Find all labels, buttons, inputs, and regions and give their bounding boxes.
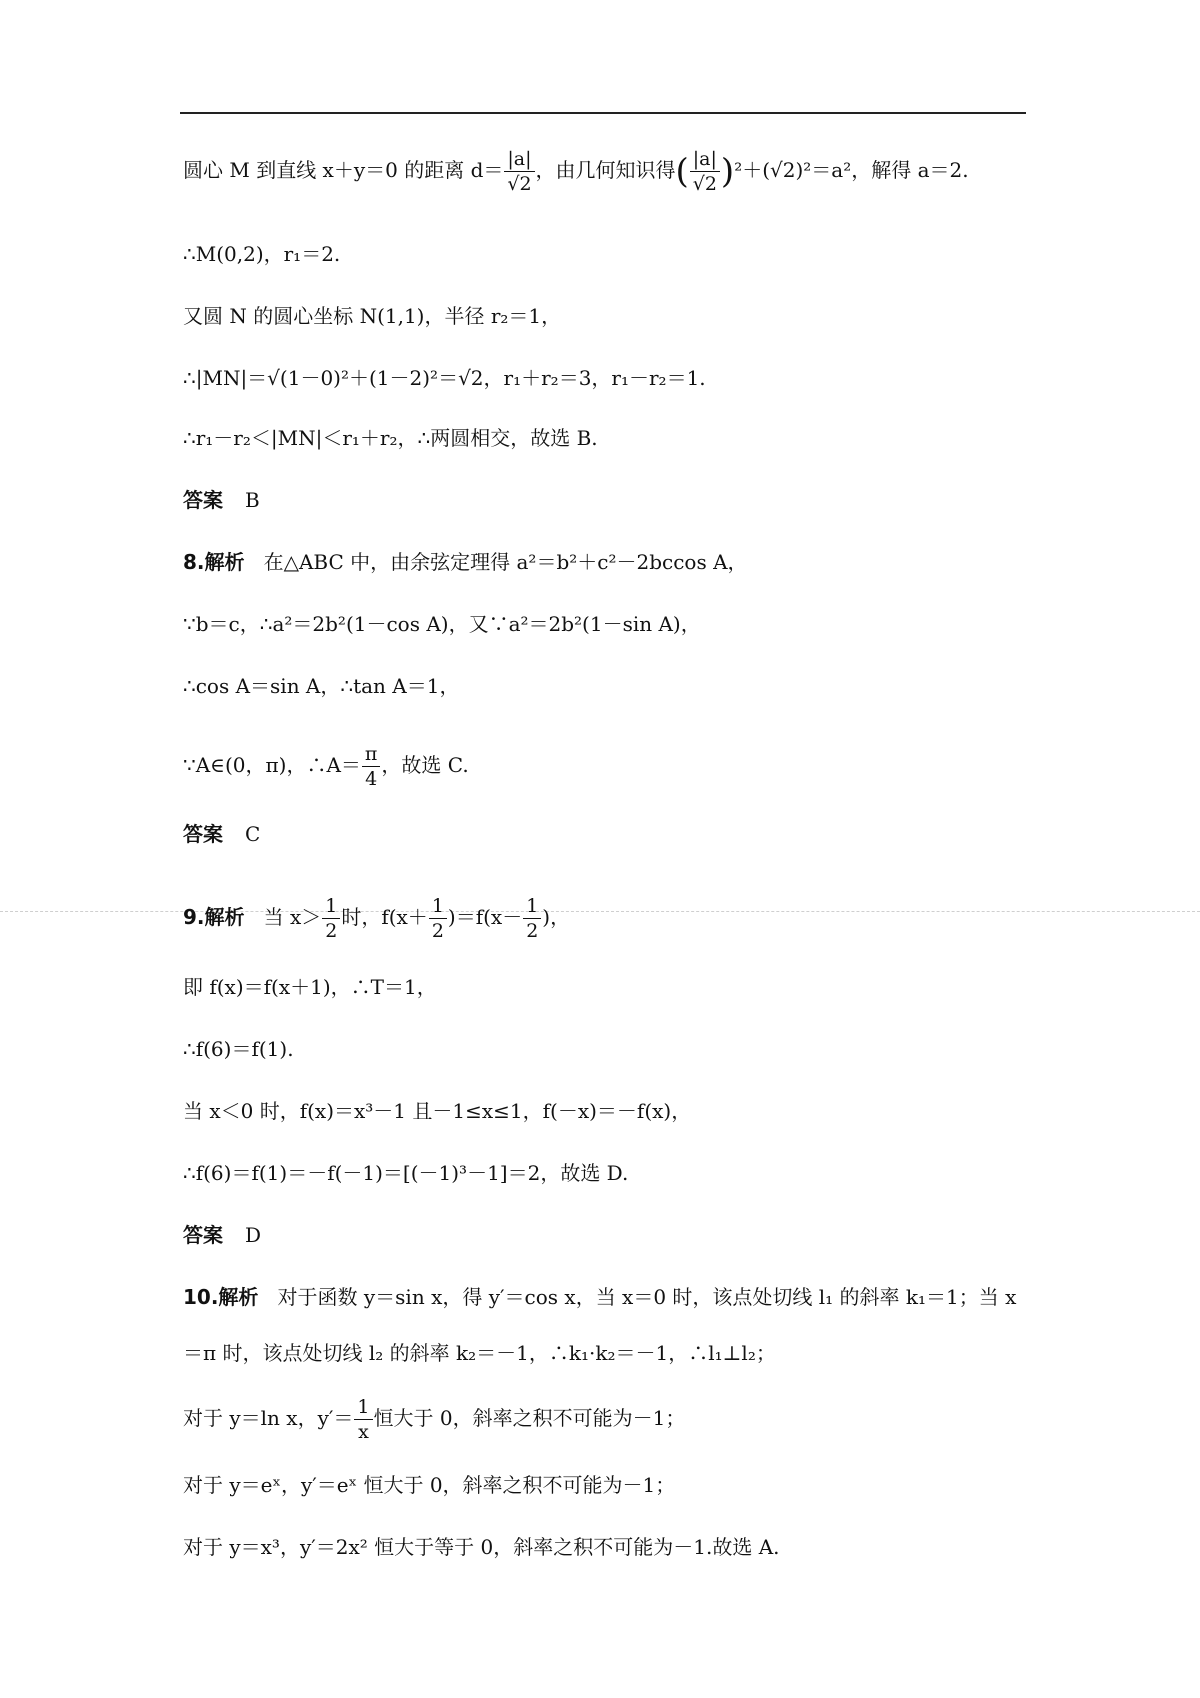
fraction-one-over-x xyxy=(354,1396,372,1443)
text-run: ，由几何知识得 xyxy=(535,158,676,182)
question-label: 9.解析 xyxy=(183,905,245,929)
fraction-half xyxy=(523,895,541,942)
fraction-a-over-root2-2 xyxy=(690,148,720,195)
fraction-numerator: |a| xyxy=(504,148,534,172)
fraction-numerator: 1 xyxy=(322,895,340,919)
q8-line-4 xyxy=(183,743,469,790)
text-run: 时，f(x＋ xyxy=(341,905,428,929)
fraction-numerator: |a| xyxy=(690,148,720,172)
answer-value: D xyxy=(245,1223,262,1247)
fraction-denominator: √2 xyxy=(507,173,532,195)
question-label: 10.解析 xyxy=(183,1285,259,1309)
fraction-denominator: 2 xyxy=(526,920,539,942)
fraction-denominator: 2 xyxy=(325,920,338,942)
answer-value: B xyxy=(245,488,260,512)
big-paren-open: ( xyxy=(675,151,689,192)
q9-line-2: 即 f(x)＝f(x＋1)，∴T＝1， xyxy=(183,975,437,999)
question-label: 8.解析 xyxy=(183,550,245,574)
text-run: 对于函数 y＝sin x，得 y′＝cos x，当 x＝0 时，该点处切线 l₁ 的斜率 k₁＝1；当 x＝π 时，该点处切线 l₂ 的斜率 k₂＝－1，∴k₁·k₂＝－1，∴l₁⊥l₂； xyxy=(183,1285,1017,1365)
fraction-denominator: 4 xyxy=(365,768,378,790)
text-run: )， xyxy=(542,905,571,929)
text-run: ，故选 C. xyxy=(381,753,469,777)
text-run: 在△ABC 中，由余弦定理得 a²＝b²＋c²－2bccos A， xyxy=(263,550,748,574)
q9-line-5: ∴f(6)＝f(1)＝－f(－1)＝[(－1)³－1]＝2，故选 D. xyxy=(183,1161,629,1185)
solution-line-circle-n: 又圆 N 的圆心坐标 N(1,1)，半径 r₂＝1， xyxy=(183,304,562,328)
fraction-numerator: 1 xyxy=(354,1396,372,1420)
fraction-denominator: 2 xyxy=(431,920,444,942)
q8-line-1 xyxy=(183,548,748,576)
answer-8 xyxy=(183,820,260,848)
q10-line-3: 对于 y＝eˣ，y′＝eˣ 恒大于 0，斜率之积不可能为－1； xyxy=(183,1473,676,1497)
q9-line-4: 当 x＜0 时，f(x)＝x³－1 且－1≤x≤1，f(－x)＝－f(x)， xyxy=(183,1099,692,1123)
fraction-a-over-root2 xyxy=(504,148,534,195)
answer-7 xyxy=(183,486,260,514)
text-run: 当 x＞ xyxy=(263,905,322,929)
text-run: ²＋(√2)²＝a²，解得 a＝2. xyxy=(734,158,969,182)
q8-line-3: ∴cos A＝sin A，∴tan A＝1， xyxy=(183,674,460,698)
fraction-half xyxy=(322,895,340,942)
fraction-half xyxy=(429,895,447,942)
text-run: 圆心 M 到直线 x＋y＝0 的距离 d＝ xyxy=(183,158,504,182)
fraction-numerator: 1 xyxy=(429,895,447,919)
answer-value: C xyxy=(245,822,261,846)
q10-line-4: 对于 y＝x³，y′＝2x² 恒大于等于 0，斜率之积不可能为－1.故选 A. xyxy=(183,1535,780,1559)
solution-line-center-m: ∴M(0,2)，r₁＝2. xyxy=(183,242,341,266)
solution-line-distance xyxy=(183,148,969,195)
q8-line-2: ∵b＝c，∴a²＝2b²(1－cos A)，又∵a²＝2b²(1－sin A)， xyxy=(183,612,701,636)
fraction-pi-over-4 xyxy=(362,743,381,790)
q9-line-3: ∴f(6)＝f(1). xyxy=(183,1037,294,1061)
text-run: )＝f(x－ xyxy=(447,905,523,929)
q9-line-1 xyxy=(183,895,570,942)
fraction-numerator: π xyxy=(362,743,381,767)
big-paren-close: ) xyxy=(720,151,735,192)
text-run: 恒大于 0，斜率之积不可能为－1； xyxy=(373,1406,686,1430)
solution-line-conclusion: ∴r₁－r₂＜|MN|＜r₁＋r₂，∴两圆相交，故选 B. xyxy=(183,426,598,450)
answer-label: 答案 xyxy=(183,488,223,512)
header-rule xyxy=(180,112,1026,114)
answer-label: 答案 xyxy=(183,822,223,846)
fraction-numerator: 1 xyxy=(523,895,541,919)
fraction-denominator: √2 xyxy=(692,173,717,195)
q10-line-2 xyxy=(183,1396,685,1443)
page-fold-guide xyxy=(0,911,1200,912)
answer-9 xyxy=(183,1221,261,1249)
text-run: ∵A∈(0，π)，∴A＝ xyxy=(183,753,361,777)
text-run: 对于 y＝ln x，y′＝ xyxy=(183,1406,354,1430)
answer-label: 答案 xyxy=(183,1223,223,1247)
solution-line-mn-distance: ∴|MN|＝√(1－0)²＋(1－2)²＝√2，r₁＋r₂＝3，r₁－r₂＝1. xyxy=(183,366,706,390)
q10-line-1 xyxy=(183,1269,1028,1381)
fraction-denominator: x xyxy=(358,1421,369,1443)
